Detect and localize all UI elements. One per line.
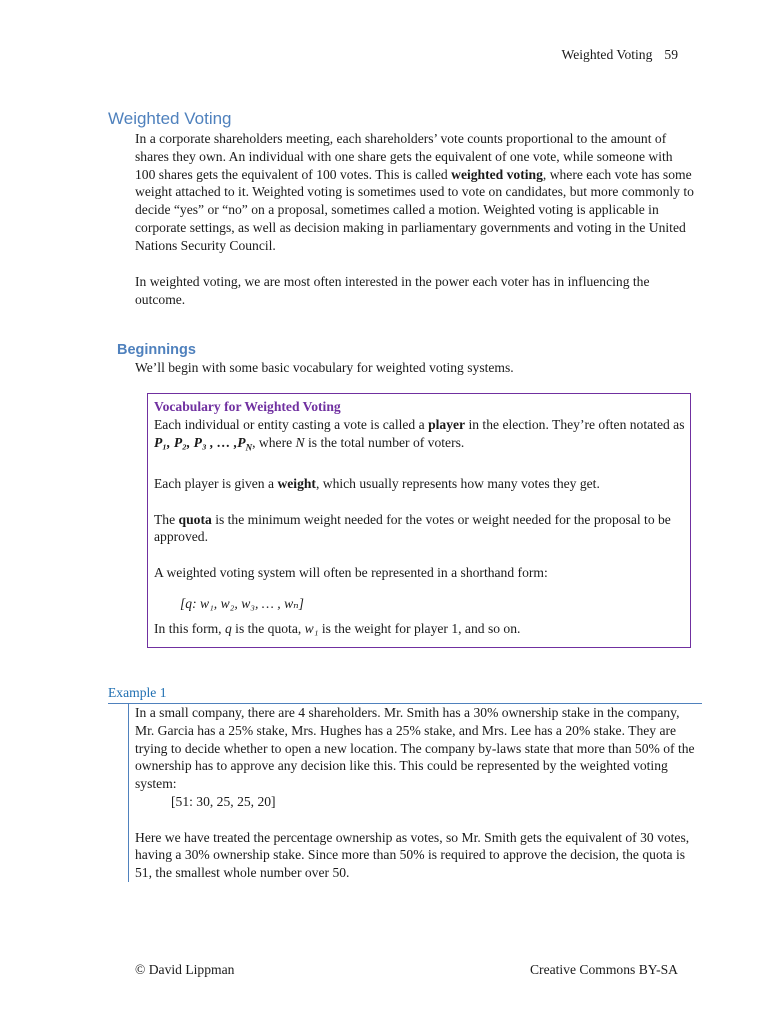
intro-text-post: , where each vote has some weight attached to it. Weighted voting is sometimes used to vote on candidates, but more commonly to decide “yes” or “no” on a proposal, sometimes called a motion. Weighted voting is applicable in corporate settings, as well as decision making in parliamentary governments and voting in the United Nations Security Council. bbox=[135, 166, 694, 253]
vocab-quota-definition bbox=[154, 511, 690, 547]
vocab-weight-pre: Each player is given a bbox=[154, 475, 278, 491]
vocab-form-explanation bbox=[154, 620, 690, 638]
term-quota: quota bbox=[178, 511, 212, 527]
example-title: Example 1 bbox=[108, 685, 167, 700]
example-left-bar bbox=[128, 704, 129, 882]
vocab-player-pre: Each individual or entity casting a vote is called a bbox=[154, 416, 429, 432]
term-weighted-voting: weighted voting bbox=[451, 166, 543, 182]
var-q: q bbox=[224, 621, 232, 637]
example-paragraph-2: Here we have treated the percentage ownership as votes, so Mr. Smith gets the equivalent of 30 votes, having a 30% ownership stake. Since more than 50% is required to approve the decision, the quota is 51, the smallest whole number over 50. bbox=[135, 829, 690, 881]
shorthand-formula: [q: w₁, w₂, w₃, … , wₙ] bbox=[180, 595, 304, 611]
var-w1: w₁ bbox=[304, 621, 319, 637]
page-number: 59 bbox=[664, 47, 678, 62]
example-voting-system: [51: 30, 25, 25, 20] bbox=[171, 793, 276, 809]
section-title: Weighted Voting bbox=[108, 109, 232, 128]
vocab-player-mid2: , where bbox=[252, 434, 296, 450]
vocab-player-definition bbox=[154, 416, 690, 457]
intro-paragraph bbox=[135, 130, 695, 255]
vocab-weight-post: , which usually represents how many votes they get. bbox=[315, 475, 600, 491]
vocab-shorthand-intro: A weighted voting system will often be represented in a shorthand form: bbox=[154, 564, 548, 580]
running-title: Weighted Voting bbox=[561, 47, 653, 62]
vocab-form-mid: is the quota, bbox=[231, 621, 305, 637]
player-list-sub: N bbox=[245, 442, 253, 453]
subsection-title: Beginnings bbox=[117, 342, 196, 358]
power-paragraph: In weighted voting, we are most often interested in the power each voter has in influencing the outcome. bbox=[135, 274, 650, 307]
vocab-form-post: is the weight for player 1, and so on. bbox=[318, 621, 521, 637]
vocab-quota-post: is the minimum weight needed for the votes or weight needed for the proposal to be approved. bbox=[154, 511, 671, 545]
player-list-text: P₁, P₂, P₃ , … ,P bbox=[154, 434, 246, 450]
vocabulary-box bbox=[147, 393, 691, 648]
example-paragraph-1: In a small company, there are 4 shareholders. Mr. Smith has a 30% ownership stake in the company, Mr. Garcia has a 25% stake, Mrs. Hughes has a 25% stake, and Mrs. Lee has a 20% stake. They are trying to decide whether to open a new location. The company by-laws state that more than 50% of the ownership has to approve any decision like this. This could be represented by the weighted voting system: bbox=[135, 705, 695, 792]
var-N: N bbox=[295, 434, 305, 450]
beginnings-paragraph: We’ll begin with some basic vocabulary for weighted voting systems. bbox=[135, 360, 514, 375]
vocab-form-pre: In this form, bbox=[154, 621, 225, 637]
running-header bbox=[561, 46, 678, 64]
term-player: player bbox=[428, 416, 466, 432]
vocab-weight-definition bbox=[154, 475, 690, 493]
vocab-player-mid: in the election. They’re often notated as bbox=[465, 416, 685, 432]
footer-license: Creative Commons BY-SA bbox=[529, 962, 678, 977]
vocab-quota-pre: The bbox=[154, 511, 179, 527]
example-body bbox=[135, 704, 702, 882]
footer-author: © David Lippman bbox=[135, 962, 235, 977]
intro-text-pre: In a corporate shareholders meeting, each shareholders’ vote counts proportional to the amount of shares they own. An individual with one share gets the equivalent of one vote, while someone with 100 shares gets the equivalent of 100 votes. This is called bbox=[135, 131, 673, 182]
vocab-player-post: is the total number of voters. bbox=[304, 434, 465, 450]
player-list bbox=[154, 434, 253, 453]
term-weight: weight bbox=[277, 475, 316, 491]
vocab-box-title: Vocabulary for Weighted Voting bbox=[154, 399, 341, 414]
